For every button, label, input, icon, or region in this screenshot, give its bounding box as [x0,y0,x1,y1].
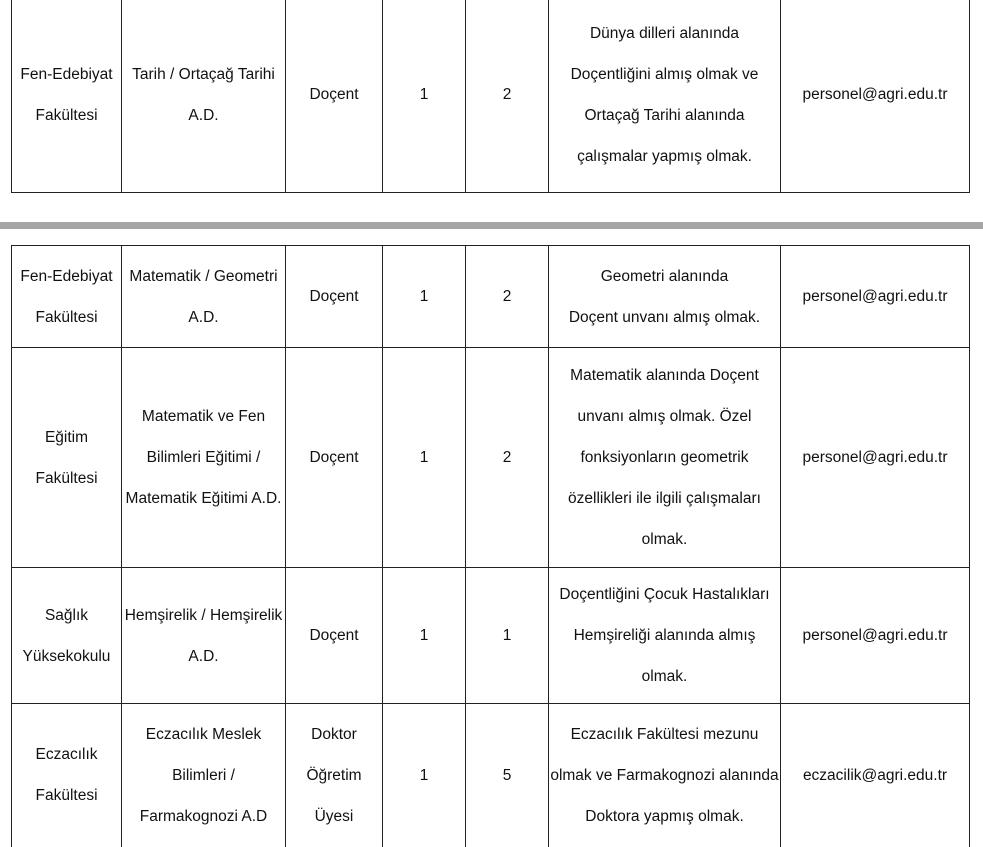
title-cell: Doçent [286,568,383,704]
table-row [12,246,970,348]
degree-cell: 1 [383,348,466,568]
contact-email-cell: eczacilik@agri.edu.tr [781,704,970,847]
contact-email-cell: personel@agri.edu.tr [781,0,970,192]
requirements-cell: Doçentliğini Çocuk Hastalıkları Hemşireliği alanında almış olmak. [549,568,781,704]
requirements-cell: Eczacılık Fakültesi mezunu olmak ve Farmakognozi alanında Doktora yapmış olmak. [549,704,781,847]
contact-email-cell: personel@agri.edu.tr [781,246,970,348]
page-break-divider [0,222,983,229]
table-row [12,704,970,847]
requirements-cell: Geometri alanında Doçent unvanı almış olmak. [549,246,781,348]
department-cell: Matematik / Geometri A.D. [122,246,286,348]
degree-cell: 1 [383,568,466,704]
degree-cell: 1 [383,0,466,192]
contact-email-cell: personel@agri.edu.tr [781,348,970,568]
degree-cell: 1 [383,246,466,348]
title-cell: Doçent [286,0,383,192]
table-row [12,348,970,568]
faculty-cell: Eğitim Fakültesi [12,348,122,568]
bottom-position-table [11,245,970,847]
faculty-cell: Fen-Edebiyat Fakültesi [12,246,122,348]
title-cell: Doçent [286,348,383,568]
faculty-cell: Sağlık Yüksekokulu [12,568,122,704]
requirements-cell: Matematik alanında Doçent unvanı almış olmak. Özel fonksiyonların geometrik özellikleri ile ilgili çalışmaları olmak. [549,348,781,568]
department-cell: Eczacılık Meslek Bilimleri / Farmakognozi A.D [122,704,286,847]
department-cell: Matematik ve Fen Bilimleri Eğitimi / Matematik Eğitimi A.D. [122,348,286,568]
count-cell: 2 [466,246,549,348]
count-cell: 1 [466,568,549,704]
table-row [12,0,970,192]
contact-email-cell: personel@agri.edu.tr [781,568,970,704]
table-row [12,568,970,704]
department-cell: Tarih / Ortaçağ Tarihi A.D. [122,0,286,192]
faculty-cell: Fen-Edebiyat Fakültesi [12,0,122,192]
count-cell: 5 [466,704,549,847]
title-cell: Doçent [286,246,383,348]
count-cell: 2 [466,348,549,568]
faculty-cell: Eczacılık Fakültesi [12,704,122,847]
count-cell: 2 [466,0,549,192]
title-cell: Doktor Öğretim Üyesi [286,704,383,847]
top-position-table [11,0,970,193]
department-cell: Hemşirelik / Hemşirelik A.D. [122,568,286,704]
requirements-cell: Dünya dilleri alanında Doçentliğini almış olmak ve Ortaçağ Tarihi alanında çalışmalar yapmış olmak. [549,0,781,192]
degree-cell: 1 [383,704,466,847]
